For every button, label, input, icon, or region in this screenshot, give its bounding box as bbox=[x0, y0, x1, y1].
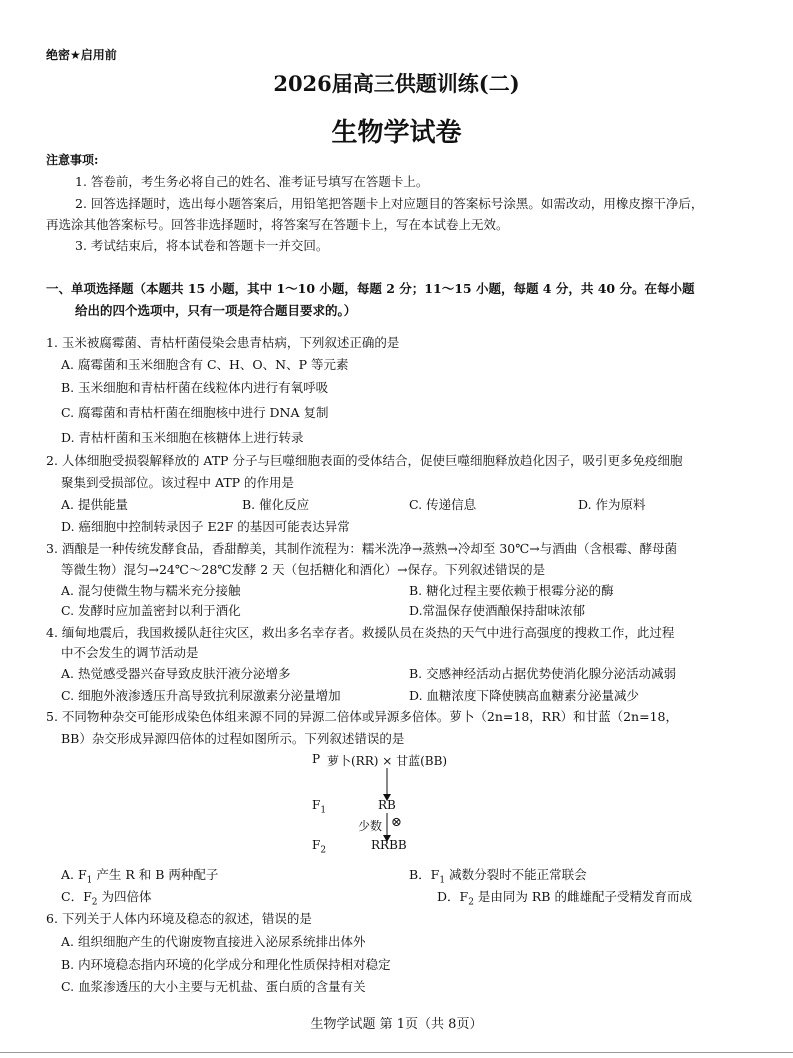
q5-stem-cont: BB）杂交形成异源四倍体的过程如图所示。下列叙述错误的是 bbox=[61, 731, 405, 746]
q2-option-d: D. 作为原料 bbox=[578, 497, 646, 512]
q2-stem-cont: 聚集到受损部位。该过程中 ATP 的作用是 bbox=[61, 475, 295, 490]
notice-item-2: 2. 回答选择题时，选出每小题答案后，用铅笔把答题卡上对应题目的答案标号涂黑。如需改动，用橡皮擦干净后， bbox=[75, 196, 704, 211]
diagram-f1-label: $F_1$ bbox=[312, 798, 327, 816]
q2-extra-line: D. 癌细胞中控制转录因子 E2F 的基因可能表达异常 bbox=[61, 519, 350, 534]
bottom-divider bbox=[0, 1052, 793, 1053]
q6-option-a: A. 组织细胞产生的代谢废物直接进入泌尿系统排出体外 bbox=[61, 934, 366, 949]
notice-item-3: 3. 考试结束后，将本试卷和答题卡一并交回。 bbox=[75, 238, 329, 253]
q1-option-a: A. 腐霉菌和玉米细胞含有 C、H、O、N、P 等元素 bbox=[61, 357, 349, 372]
q2-option-a: A. 提供能量 bbox=[61, 497, 128, 512]
confidential-label: 绝密★启用前 bbox=[46, 48, 117, 62]
q3-option-d: D.常温保存使酒酿保持甜味浓郁 bbox=[409, 603, 586, 618]
q6-option-b: B. 内环境稳态指内环境的化学成分和理化性质保持相对稳定 bbox=[61, 957, 391, 972]
subject-title: 生物学试卷 bbox=[331, 118, 462, 148]
q4-option-b: B. 交感神经活动占据优势使消化腺分泌活动减弱 bbox=[409, 666, 677, 681]
q5-option-c: C．$F_2$ 为四倍体 bbox=[61, 889, 152, 908]
q5-option-d: D．$F_2$ 是由同为 RB 的雌雄配子受精发育而成 bbox=[437, 889, 692, 908]
section-heading-cont: 给出的四个选项中，只有一项是符合题目要求的。） bbox=[75, 303, 357, 318]
q4-stem-cont: 中不会发生的调节活动是 bbox=[61, 645, 199, 660]
q4-option-d: D. 血糖浓度下降使胰高血糖素分泌量减少 bbox=[409, 688, 640, 703]
self-cross-icon: ⊗ bbox=[391, 815, 402, 830]
q1-stem: 1. 玉米被腐霉菌、青枯杆菌侵染会患青枯病，下列叙述正确的是 bbox=[46, 335, 400, 350]
notice-item-1: 1. 答卷前，考生务必将自己的姓名、准考证号填写在答题卡上。 bbox=[75, 174, 429, 189]
q2-option-b: B. 催化反应 bbox=[242, 497, 310, 512]
section-heading: 一、单项选择题（本题共 15 小题，其中 1～10 小题，每题 2 分；11～15 小题，每题 4 分，共 40 分。在每小题 bbox=[46, 281, 695, 296]
diagram-parent-cross: 萝卜(RR) × 甘蓝(BB) bbox=[327, 754, 448, 768]
q6-option-c: C. 血浆渗透压的大小主要与无机盐、蛋白质的含量有关 bbox=[61, 979, 366, 994]
diagram-note: 少数 bbox=[358, 819, 383, 833]
exam-title: 2026届高三供题训练(二) bbox=[273, 71, 520, 96]
q4-option-c: C. 细胞外液渗透压升高导致抗利尿激素分泌量增加 bbox=[61, 688, 341, 703]
diagram-f1-genotype: RB bbox=[378, 798, 396, 812]
q2-option-c: C. 传递信息 bbox=[409, 497, 477, 512]
notice-item-2-cont: 再选涂其他答案标号。回答非选择题时，将答案写在答题卡上，写在本试卷上无效。 bbox=[46, 217, 509, 232]
q6-stem: 6. 下列关于人体内环境及稳态的叙述，错误的是 bbox=[46, 911, 312, 926]
q1-option-b: B. 玉米细胞和青枯杆菌在线粒体内进行有氧呼吸 bbox=[61, 380, 329, 395]
q5-option-a: A. $F_1$ 产生 R 和 B 两种配子 bbox=[61, 867, 219, 886]
notice-heading: 注意事项: bbox=[46, 153, 99, 167]
q3-stem: 3. 酒酿是一种传统发酵食品，香甜醇美，其制作流程为：糯米洗净→蒸熟→冷却至 30℃→与酒曲（含根霉、酵母菌 bbox=[46, 541, 678, 556]
q1-option-d: D. 青枯杆菌和玉米细胞在核糖体上进行转录 bbox=[61, 430, 304, 445]
q3-option-a: A. 混匀使微生物与糯米充分接触 bbox=[61, 583, 241, 598]
q1-option-c: C. 腐霉菌和青枯杆菌在细胞核中进行 DNA 复制 bbox=[61, 405, 329, 420]
q4-stem: 4. 缅甸地震后，我国救援队赶往灾区，救出多名幸存者。救援队员在炎热的天气中进行高强度的搜救工作，此过程 bbox=[46, 625, 675, 640]
q2-stem: 2. 人体细胞受损裂解释放的 ATP 分子与巨噬细胞表面的受体结合，促使巨噬细胞释放趋化因子，吸引更多免疫细胞 bbox=[46, 453, 683, 468]
q5-stem: 5. 不同物种杂交可能形成染色体组来源不同的异源二倍体或异源多倍体。萝卜（2n=18，RR）和甘蓝（2n=18， bbox=[46, 709, 678, 724]
q3-stem-cont: 等微生物）混匀→24℃～28℃发酵 2 天（包括糖化和酒化）→保存。下列叙述错误的是 bbox=[61, 562, 546, 577]
q3-option-c: C. 发酵时应加盖密封以利于酒化 bbox=[61, 603, 241, 618]
diagram-arrow-1 bbox=[380, 768, 394, 802]
page-footer: 生物学试题 第 1页（共 8页） bbox=[310, 1017, 483, 1032]
diagram-f2-genotype: RRBB bbox=[371, 838, 407, 852]
diagram-p-label: P bbox=[312, 752, 321, 766]
q5-option-b: B．$F_1$ 减数分裂时不能正常联会 bbox=[409, 867, 587, 886]
q4-option-a: A. 热觉感受器兴奋导致皮肤汗液分泌增多 bbox=[61, 666, 291, 681]
diagram-f2-label: $F_2$ bbox=[312, 838, 327, 856]
q3-option-b: B. 糖化过程主要依赖于根霉分泌的酶 bbox=[409, 583, 614, 598]
